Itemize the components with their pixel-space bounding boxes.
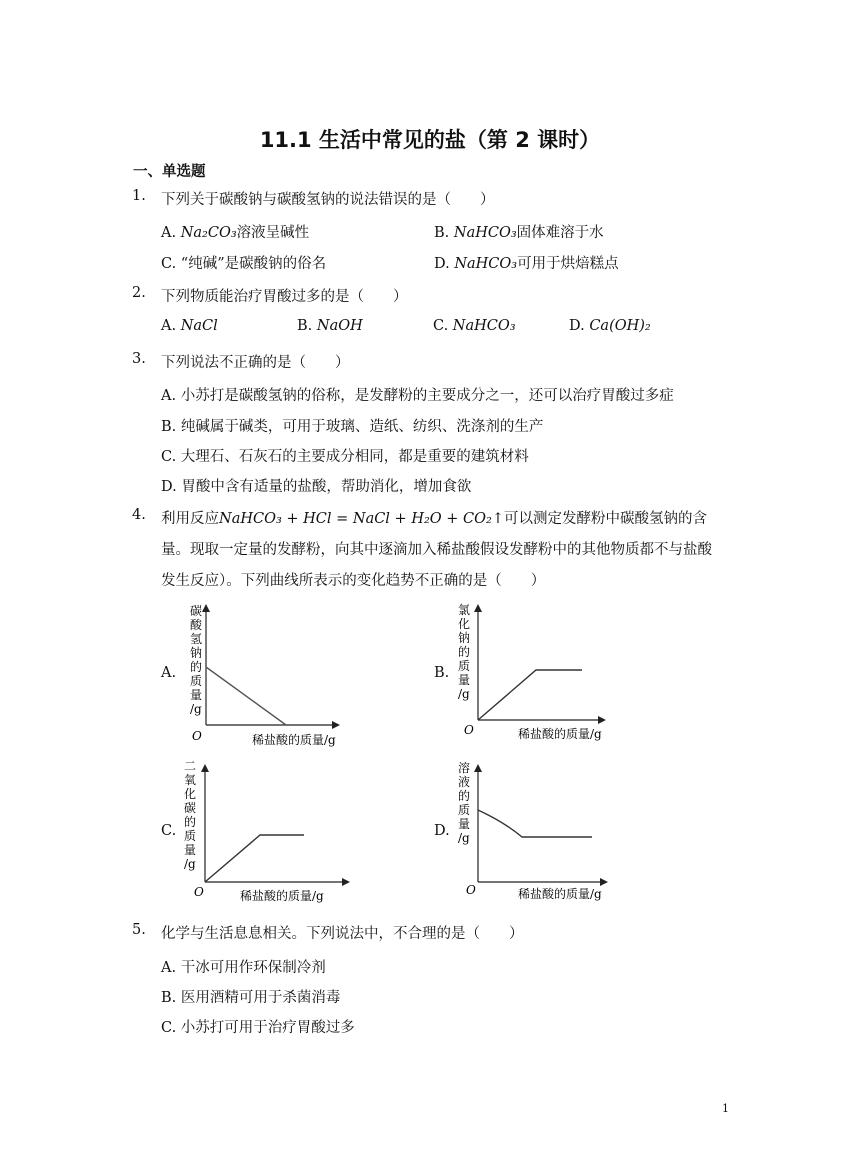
text-segment: 可以测定发酵粉中碳酸氢钠的含: [503, 511, 707, 527]
chem-formula: NaHCO₃: [453, 225, 517, 241]
y-axis-arrow: [474, 764, 482, 772]
option-text: “纯碱”是碳酸钠的俗名: [180, 256, 327, 272]
option-a: [161, 318, 218, 334]
graph-d: [452, 758, 614, 903]
y-label-char: 二: [184, 759, 197, 773]
option-c: [161, 252, 326, 273]
option-b: [161, 415, 543, 436]
chem-formula: Na₂CO₃: [180, 225, 237, 241]
text-segment: 利用反应: [161, 511, 219, 527]
option-d: [161, 475, 471, 496]
y-label-char: 量: [190, 688, 203, 702]
option-b: [161, 986, 340, 1007]
option-letter: A.: [161, 225, 177, 241]
question-text: 下列物质能治疗胃酸过多的是（ ）: [161, 289, 408, 305]
x-axis-arrow: [600, 878, 608, 886]
chem-formula: NaCl: [180, 318, 218, 334]
y-label-char: 液: [458, 775, 471, 789]
y-label-char: 量: [458, 817, 471, 831]
option-letter: D.: [161, 479, 177, 495]
graph-a: [178, 600, 348, 748]
option-letter: D.: [569, 318, 585, 334]
y-axis-arrow: [474, 604, 482, 612]
y-label-char: 的: [190, 660, 203, 674]
y-axis-label: [458, 760, 470, 845]
option-d: [569, 318, 651, 334]
curve: [478, 810, 592, 837]
option-text: 大理石、石灰石的主要成分相同，都是重要的建筑材料: [180, 449, 529, 465]
chem-formula: NaHCO₃: [454, 256, 518, 272]
y-label-char: 质: [184, 829, 197, 843]
question-text-line-1: [161, 507, 707, 528]
y-label-char: 的: [184, 815, 197, 829]
question-number: 5.: [132, 922, 146, 938]
option-letter: B.: [434, 225, 450, 241]
y-label-char: 量: [184, 843, 197, 857]
graph-b: [452, 600, 612, 745]
y-label-char: 钠: [190, 646, 203, 660]
y-label-char: 氯: [458, 603, 471, 617]
y-label-char: 质: [458, 803, 471, 817]
option-letter: B.: [161, 419, 177, 435]
question-number: 2.: [132, 285, 146, 301]
y-axis-label: [184, 759, 196, 871]
question-text-line-3: 发生反应）。下列曲线所表示的变化趋势不正确的是（ ）: [161, 573, 546, 589]
option-letter: C.: [161, 1020, 177, 1036]
origin-label: O: [194, 885, 204, 899]
question-number: 3.: [132, 351, 146, 367]
option-letter: A.: [161, 388, 177, 404]
question-text: 化学与生活息息相关。下列说法中，不合理的是（ ）: [161, 926, 524, 942]
x-axis-arrow: [332, 721, 340, 729]
y-label-char: 化: [184, 787, 197, 801]
option-letter: C.: [433, 318, 449, 334]
x-axis-arrow: [342, 878, 350, 886]
page-number: 1: [722, 1102, 729, 1115]
y-label-char: 碳: [190, 604, 203, 618]
option-a: [161, 221, 309, 242]
curve: [206, 667, 286, 725]
y-label-char: /g: [458, 831, 470, 845]
option-c: [161, 445, 529, 466]
option-letter: A.: [161, 318, 177, 334]
y-label-char: 酸: [190, 618, 203, 632]
question-text-line-2: 量。现取一定量的发酵粉，向其中逐滴加入稀盐酸假设发酵粉中的其他物质都不与盐酸: [161, 542, 712, 558]
y-axis-label: [190, 603, 203, 716]
option-c: [161, 1016, 355, 1037]
option-letter: C.: [161, 449, 177, 465]
y-label-char: 氧: [184, 773, 197, 787]
y-label-char: 量: [458, 673, 471, 687]
origin-label: O: [192, 729, 202, 743]
page-title: 11.1 生活中常见的盐（第 2 课时）: [259, 128, 601, 152]
y-label-char: 质: [190, 674, 203, 688]
graph-b-letter: B.: [434, 665, 450, 681]
option-text: 固体难溶于水: [516, 225, 604, 241]
option-text: 溶液呈碱性: [236, 225, 310, 241]
y-label-char: 氢: [190, 632, 203, 646]
graph-a-letter: A.: [161, 665, 177, 681]
curve: [205, 835, 304, 882]
y-label-char: 的: [458, 789, 471, 803]
chem-formula: Ca(OH)₂: [589, 318, 651, 334]
y-axis-label: [458, 603, 470, 701]
question-number: 1.: [132, 188, 146, 204]
origin-label: O: [464, 723, 474, 737]
y-axis-arrow: [202, 604, 210, 612]
x-axis-label: 稀盐酸的质量/g: [518, 887, 602, 901]
option-b: [297, 318, 363, 334]
graph-c-letter: C.: [161, 823, 177, 839]
option-text: 纯碱属于碱类，可用于玻璃、造纸、纺织、洗涤剂的生产: [180, 419, 544, 435]
option-letter: B.: [161, 990, 177, 1006]
question-number: 4.: [132, 507, 146, 523]
x-axis-label: 稀盐酸的质量/g: [518, 727, 602, 741]
option-a: [161, 956, 326, 977]
graph-c: [178, 758, 358, 908]
chem-formula: NaOH: [316, 318, 363, 334]
option-a: [161, 384, 674, 405]
chem-formula: NaHCO₃: [452, 318, 516, 334]
y-axis-arrow: [201, 764, 209, 772]
option-text: 干冰可用作环保制冷剂: [180, 960, 326, 976]
option-c: [433, 318, 516, 334]
y-label-char: /g: [458, 687, 470, 701]
question-text: 下列说法不正确的是（ ）: [161, 355, 350, 371]
option-b: [434, 221, 604, 242]
option-letter: C.: [161, 256, 177, 272]
option-text: 小苏打是碳酸氢钠的俗称，是发酵粉的主要成分之一，还可以治疗胃酸过多症: [180, 388, 674, 404]
option-text: 可用于烘焙糕点: [517, 256, 619, 272]
option-letter: D.: [434, 256, 450, 272]
chem-equation: NaHCO₃ + HCl = NaCl + H₂O + CO₂↑: [219, 511, 504, 527]
y-label-char: 碳: [184, 801, 197, 815]
x-axis-label: 稀盐酸的质量/g: [252, 733, 336, 747]
y-label-char: 的: [458, 645, 471, 659]
option-letter: B.: [297, 318, 313, 334]
y-label-char: 钠: [458, 631, 471, 645]
section-heading: 一、单选题: [133, 164, 206, 180]
question-text: 下列关于碳酸钠与碳酸氢钠的说法错误的是（ ）: [161, 192, 495, 208]
y-label-char: /g: [184, 857, 196, 871]
y-label-char: 化: [458, 617, 471, 631]
origin-label: O: [466, 883, 476, 897]
option-letter: A.: [161, 960, 177, 976]
graph-d-letter: D.: [434, 823, 450, 839]
option-text: 医用酒精可用于杀菌消毒: [180, 990, 341, 1006]
y-label-char: 质: [458, 659, 471, 673]
x-axis-label: 稀盐酸的质量/g: [240, 889, 324, 903]
x-axis-arrow: [598, 716, 606, 724]
option-d: [434, 252, 619, 273]
option-text: 小苏打可用于治疗胃酸过多: [180, 1020, 355, 1036]
y-label-char: /g: [190, 702, 202, 716]
option-text: 胃酸中含有适量的盐酸，帮助消化，增加食欲: [181, 479, 472, 495]
y-label-char: 溶: [458, 761, 471, 775]
curve: [478, 670, 582, 720]
